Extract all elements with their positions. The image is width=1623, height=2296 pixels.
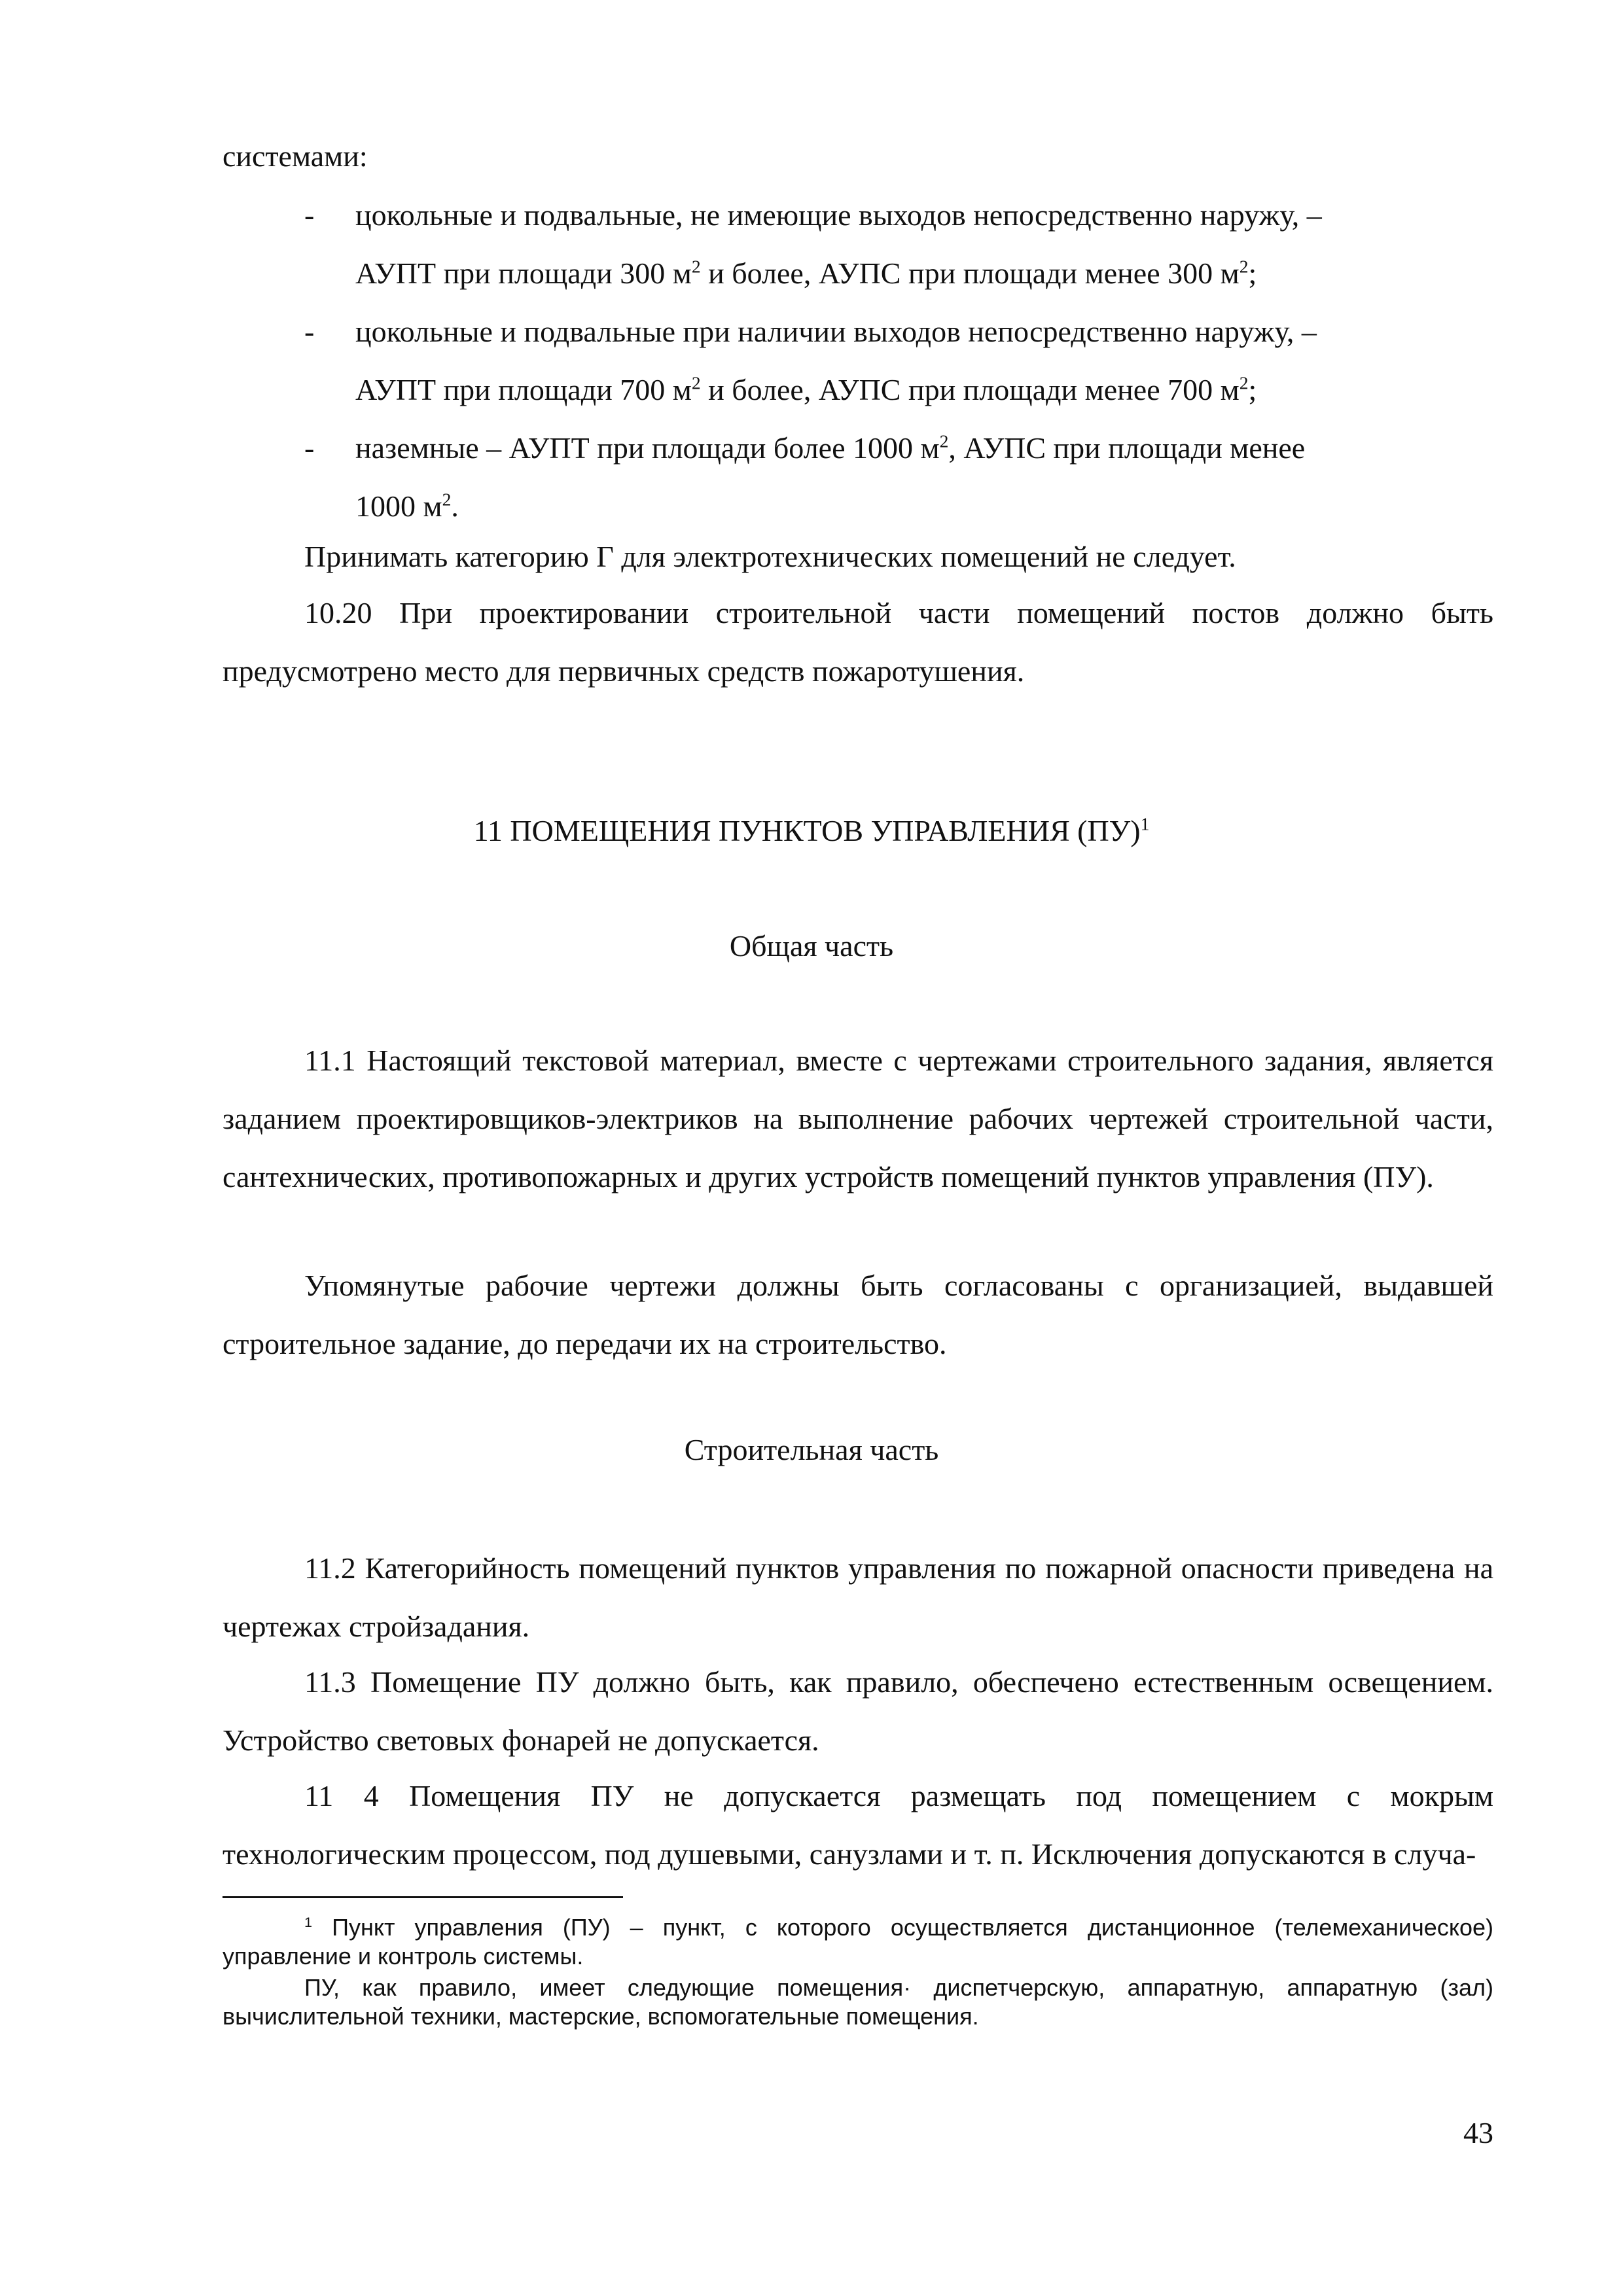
footnote-1: $^1$ Пункт управления (ПУ) – пункт, с которого осуществляется дистанционное (телемеханическое) управление и контроль системы. (223, 1914, 1493, 1969)
paragraph-11-3: 11.3 Помещение ПУ должно быть, как правило, обеспечено естественным освещением. Устройство световых фонарей не допускается. (223, 1665, 1493, 1757)
footnote-2: ПУ, как правило, имеет следующие помещения· диспетчерскую, аппаратную, аппаратную (зал) вычислительной техники, мастерские, вспомогательные помещения. (223, 1974, 1493, 2030)
list-dash: - (304, 198, 315, 232)
paragraph-category: Принимать категорию Г для электротехнических помещений не следует. (304, 540, 1236, 573)
paragraph-10-20: 10.20 При проектировании строительной части помещений постов должно быть предусмотрено место для первичных средств пожаротушения. (223, 596, 1493, 688)
list-dash: - (304, 315, 315, 348)
footnote-separator (223, 1896, 623, 1898)
paragraph-11-4: 11 4 Помещения ПУ не допускается размещать под помещением с мокрым технологическим процессом, под душевыми, санузлами и т. п. Исключения допускаются в случа- (223, 1779, 1493, 1871)
list-item-text: цокольные и подвальные, не имеющие выходов непосредственно наружу, – АУПТ при площади 300 $м^2$ и более, АУПС при площади менее 300 $м^2$; (355, 198, 1322, 290)
list-dash: - (304, 431, 315, 465)
page-number: 43 (1463, 2116, 1493, 2149)
list-item-text: цокольные и подвальные при наличии выходов непосредственно наружу, – АУПТ при площади 700 $м^2$ и более, АУПС при площади менее 700 $м^2$; (355, 315, 1317, 406)
paragraph-11-1: 11.1 Настоящий текстовой материал, вместе с чертежами строительного задания, является заданием проектировщиков-электриков на выполнение рабочих чертежей строительной части, сантехнических, противопожарных и других устройств помещений пунктов управления (ПУ). (223, 1044, 1493, 1193)
paragraph-mentioned: Упомянутые рабочие чертежи должны быть согласованы с организацией, выдавшей строительное задание, до передачи их на строительство. (223, 1269, 1493, 1360)
subsection-title-construction: Строительная часть (684, 1433, 939, 1466)
subsection-title-general: Общая часть (729, 929, 894, 963)
intro-text: системами: (223, 139, 368, 173)
list-item-text: наземные – АУПТ при площади более 1000 $м^2$, АУПС при площади менее 1000 $м^2$. (355, 431, 1306, 523)
paragraph-11-2: 11.2 Категорийность помещений пунктов управления по пожарной опасности приведена на чертежах стройзадания. (223, 1551, 1493, 1643)
section-title: 11 ПОМЕЩЕНИЯ ПУНКТОВ УПРАВЛЕНИЯ (ПУ)$^1$ (473, 813, 1150, 847)
